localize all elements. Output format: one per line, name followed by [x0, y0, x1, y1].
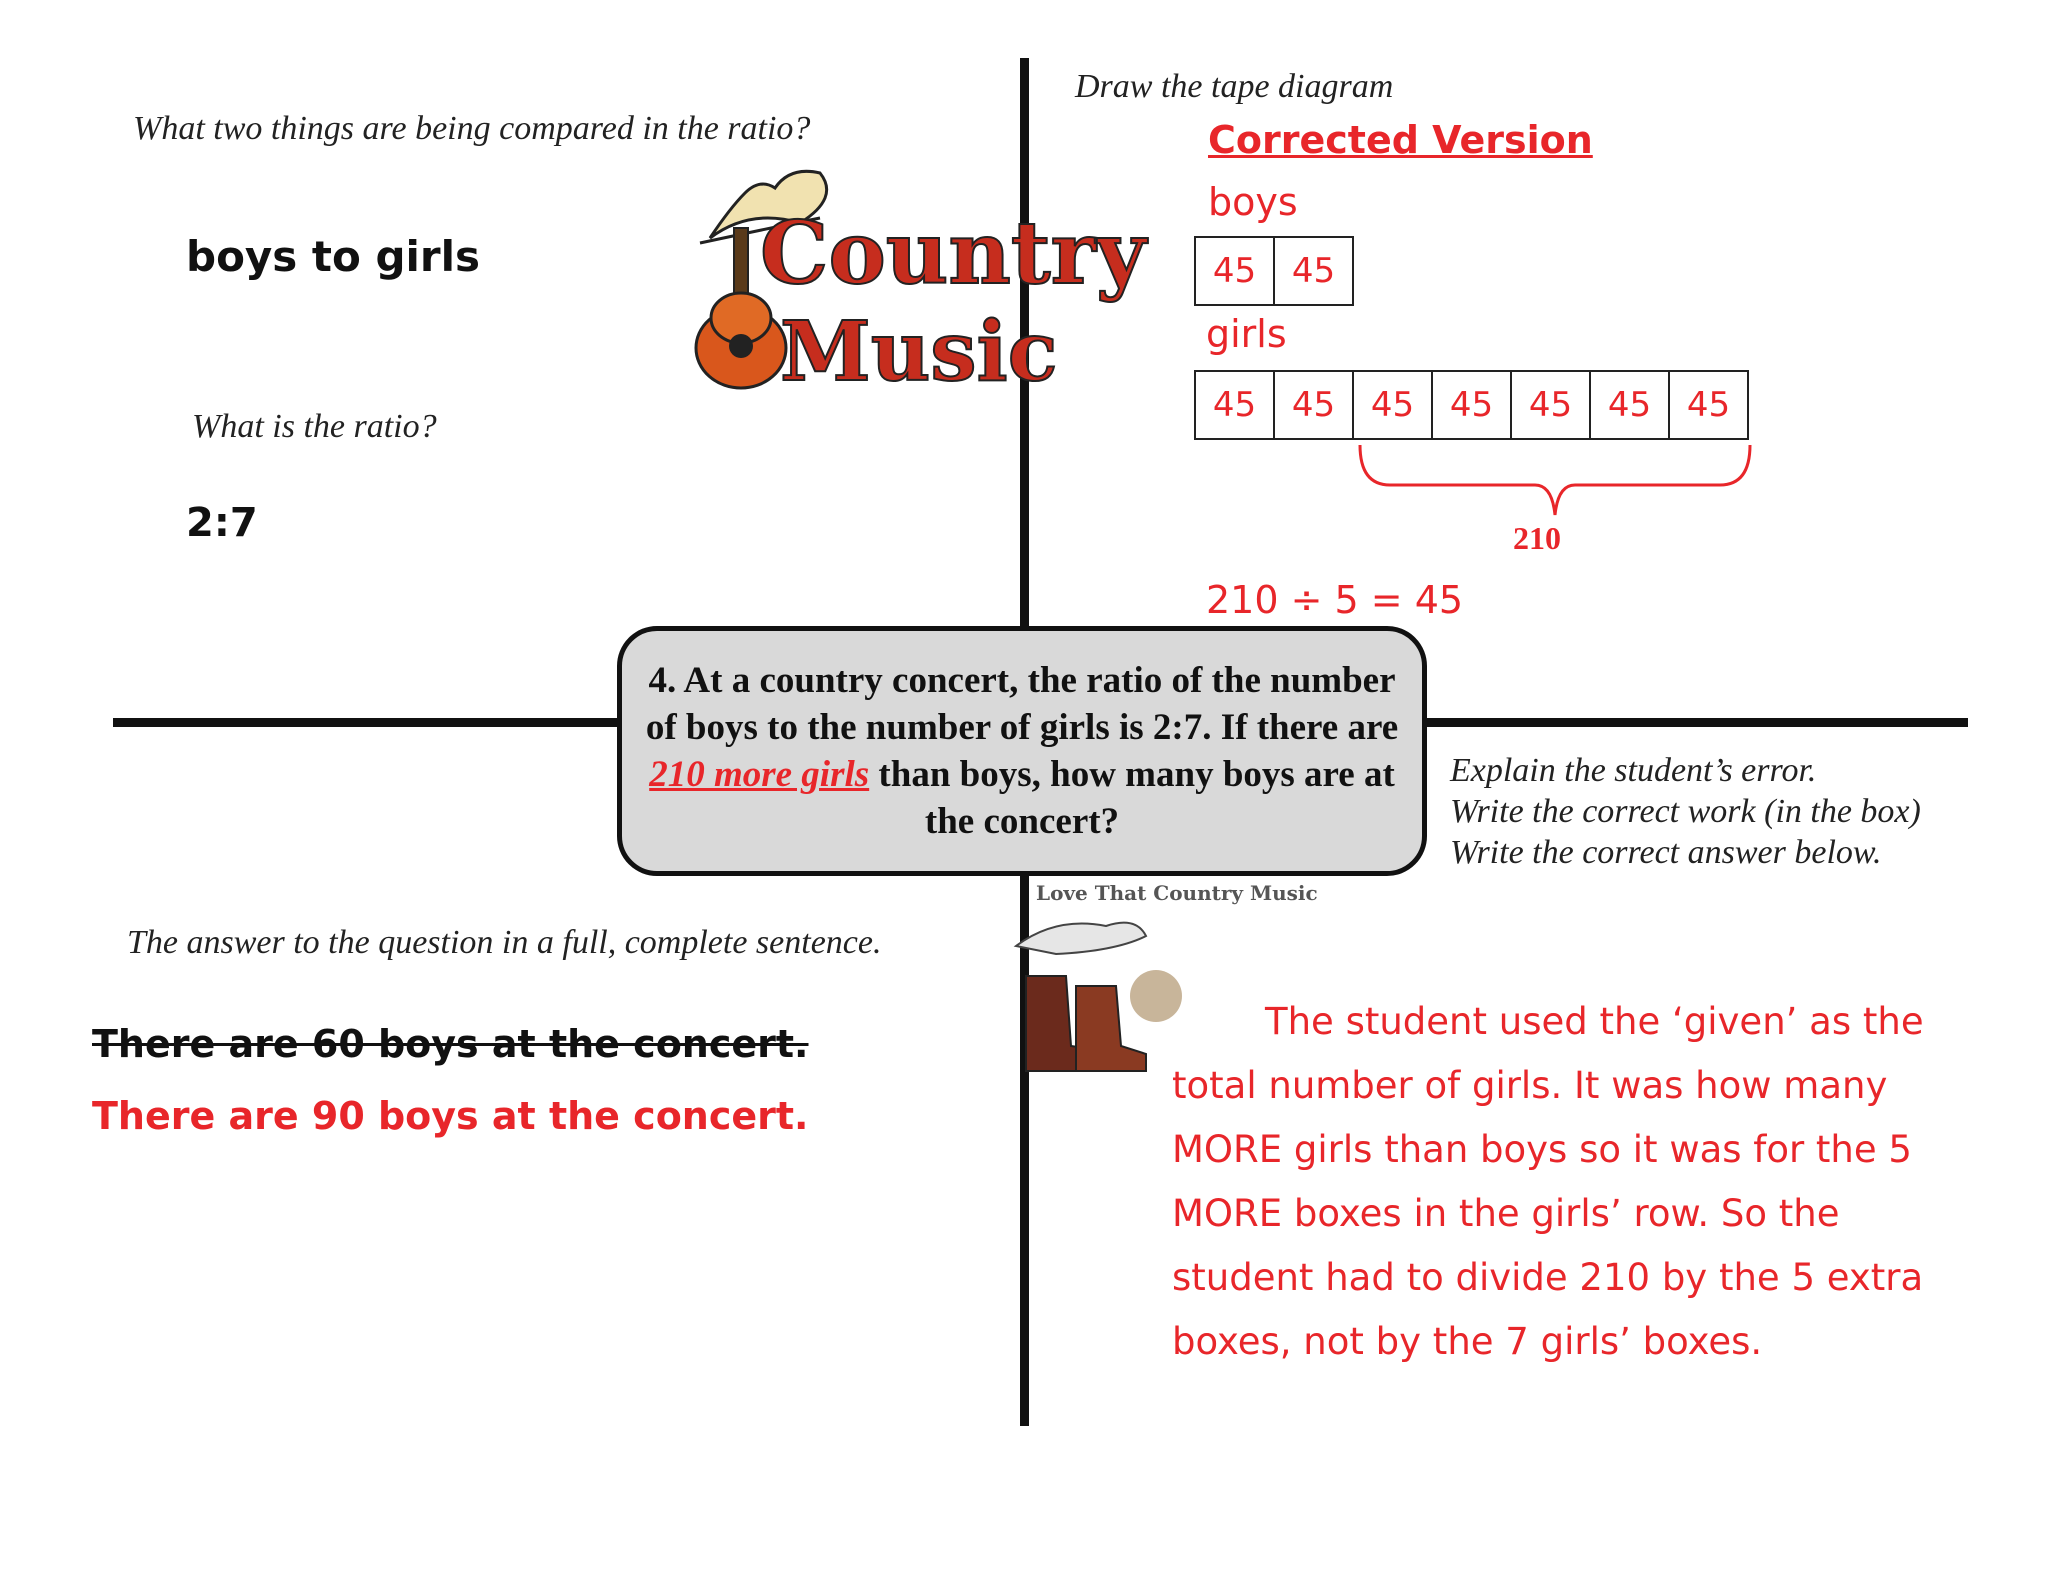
tape-prompt: Draw the tape diagram [1075, 68, 1394, 105]
girls-tape-cell: 45 [1591, 372, 1670, 438]
explanation-line-5: student had to divide 210 by the 5 extra [1172, 1256, 1924, 1299]
girls-tape-cell: 45 [1433, 372, 1512, 438]
explain-prompt-3: Write the correct answer below. [1450, 834, 1882, 871]
problem-box [617, 626, 1427, 876]
problem-part-2: than boys, how many boys are at the concert? [869, 754, 1395, 842]
problem-emphasis: 210 more girls [649, 754, 870, 795]
boys-tape-cell: 45 [1196, 238, 1275, 304]
girls-tape-cell: 45 [1354, 372, 1433, 438]
explanation-line-4: MORE boxes in the girls’ row. So the [1172, 1192, 1840, 1235]
girls-tape-cell: 45 [1275, 372, 1354, 438]
love-country-music-image [996, 876, 1318, 1076]
boys-label: boys [1208, 180, 1298, 224]
brace [1350, 440, 1760, 520]
explanation-line-1: The student used the ‘given’ as the [1265, 1000, 1924, 1043]
explain-prompt-1: Explain the student’s error. [1450, 752, 1817, 789]
logo-word-music: Music [780, 304, 1058, 400]
compared-prompt: What two things are being compared in the ratio? [133, 110, 811, 147]
wrong-answer-sentence: There are 60 boys at the concert. [92, 1022, 809, 1066]
boys-tape-cell: 45 [1275, 238, 1354, 304]
problem-text [642, 657, 1402, 845]
girls-tape-cell: 45 [1196, 372, 1275, 438]
sentence-prompt: The answer to the question in a full, complete sentence. [127, 924, 882, 961]
ratio-answer: 2:7 [186, 500, 258, 546]
explanation-line-3: MORE girls than boys so it was for the 5 [1172, 1128, 1912, 1171]
corrected-heading: Corrected Version [1208, 118, 1593, 162]
girls-tape-cell: 45 [1512, 372, 1591, 438]
girls-tape-cell: 45 [1670, 372, 1749, 438]
explanation-line-6: boxes, not by the 7 girls’ boxes. [1172, 1320, 1763, 1363]
boys-tape [1194, 236, 1354, 306]
explain-prompt-2: Write the correct work (in the box) [1450, 793, 1921, 830]
problem-part-1: 4. At a country concert, the ratio of the number of boys to the number of girls is 2:7. If there are [645, 660, 1399, 748]
girls-tape [1194, 370, 1749, 440]
explanation-line-2: total number of girls. It was how many [1172, 1064, 1888, 1107]
logo-word-country: Country [760, 203, 1146, 304]
correct-answer-sentence: There are 90 boys at the concert. [92, 1094, 809, 1138]
country-music-logo [690, 168, 1146, 400]
girls-label: girls [1206, 312, 1287, 356]
brace-label: 210 [1513, 520, 1561, 556]
division-equation: 210 ÷ 5 = 45 [1206, 578, 1464, 622]
logo-small-text: Love That Country Music [1036, 881, 1318, 905]
ratio-prompt: What is the ratio? [192, 408, 437, 445]
compared-answer: boys to girls [186, 232, 481, 281]
